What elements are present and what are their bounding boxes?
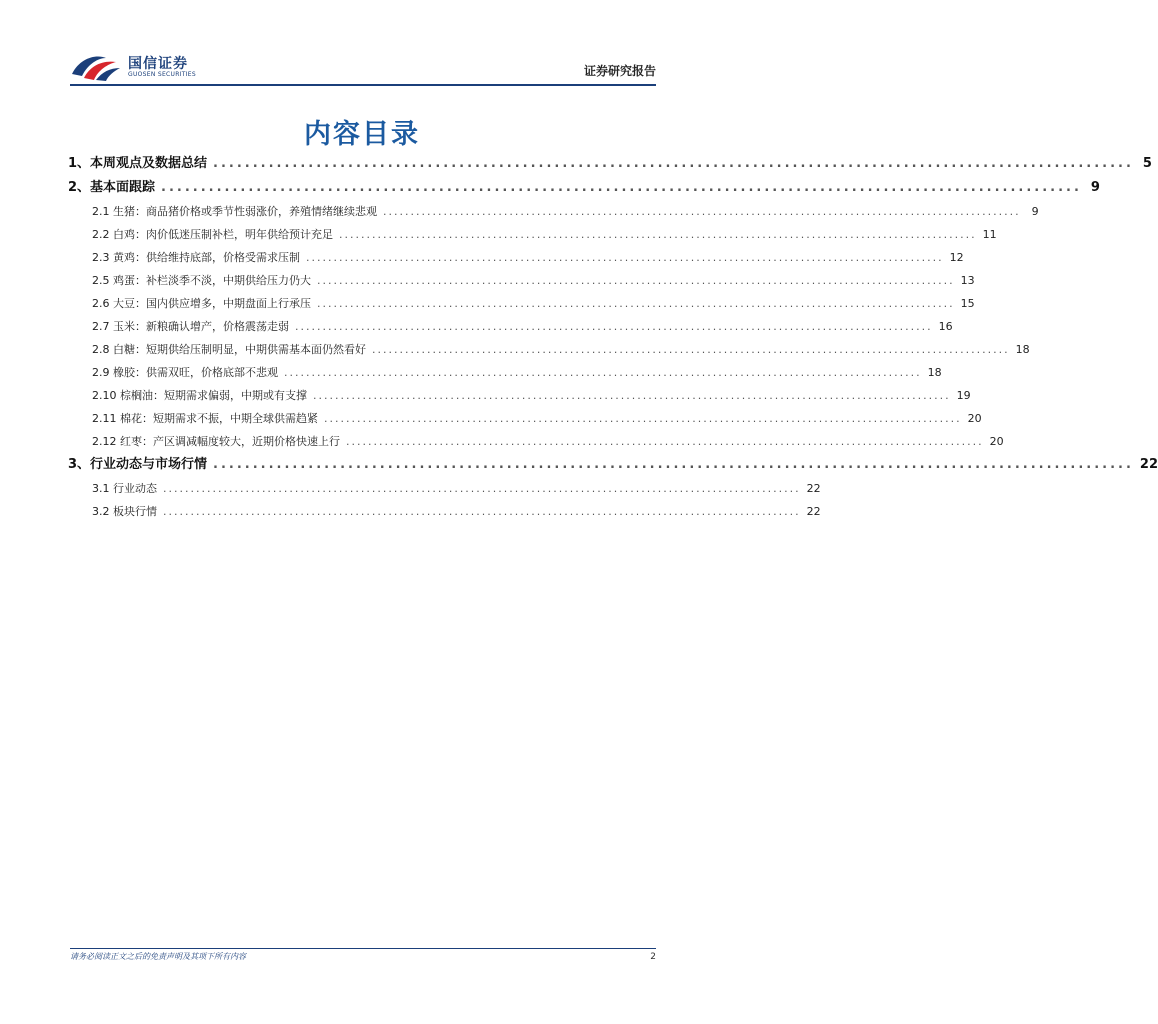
toc-entry-page: 11 — [982, 228, 997, 241]
toc-entry-page: 5 — [1142, 156, 1152, 171]
toc-leader-dots: .................................................................................................................... — [372, 343, 1010, 356]
toc-leader-dots: .................................................................................................................... — [161, 180, 1082, 195]
toc-entry-page: 20 — [967, 412, 982, 425]
toc-leader-dots: .................................................................................................................... — [317, 297, 955, 310]
report-type-label: 证券研究报告 — [583, 64, 656, 78]
toc-leader-dots: .................................................................................................................... — [213, 156, 1134, 171]
toc-leader-dots: .................................................................................................................... — [163, 505, 801, 518]
toc-entry[interactable] — [68, 500, 821, 523]
toc-entry[interactable] — [68, 384, 971, 407]
toc-entry-page: 18 — [927, 366, 942, 379]
toc-entry-label: 3、行业动态与市场行情 — [68, 457, 208, 472]
toc-entry[interactable] — [68, 361, 942, 384]
toc-entry-label: 2.12 红枣：产区调减幅度较大，近期价格快速上行 — [92, 435, 340, 448]
toc-entry-label: 2.3 黄鸡：供给维持底部，价格受需求压制 — [92, 251, 300, 264]
toc-entry-label: 2.2 白鸡：肉价低迷压制补栏，明年供给预计充足 — [92, 228, 333, 241]
toc-entry-page: 9 — [1031, 205, 1039, 218]
toc-entry[interactable] — [68, 176, 1100, 200]
toc-entry-page: 22 — [806, 482, 821, 495]
guosen-logo-icon — [70, 52, 122, 82]
toc-entry-page: 15 — [960, 297, 975, 310]
toc-entry[interactable] — [68, 338, 1030, 361]
toc-leader-dots: .................................................................................................................... — [163, 482, 801, 495]
toc-leader-dots: .................................................................................................................... — [346, 435, 984, 448]
toc-leader-dots: .................................................................................................................... — [317, 274, 955, 287]
toc-entry[interactable] — [68, 292, 975, 315]
toc-entry-label: 2.9 橡胶：供需双旺，价格底部不悲观 — [92, 366, 278, 379]
toc-entry-label: 2.5 鸡蛋：补栏淡季不淡，中期供给压力仍大 — [92, 274, 311, 287]
toc-entry-page: 19 — [956, 389, 971, 402]
toc-entry[interactable] — [68, 407, 982, 430]
toc-leader-dots: .................................................................................................................... — [383, 205, 1021, 218]
toc-entry-page: 16 — [938, 320, 953, 333]
toc-entry-page: 22 — [806, 505, 821, 518]
toc-leader-dots: .................................................................................................................... — [284, 366, 922, 379]
toc-entry[interactable] — [68, 477, 821, 500]
disclaimer-note: 请务必阅读正文之后的免责声明及其项下所有内容 — [70, 952, 246, 961]
header-divider — [70, 84, 656, 86]
toc-entry[interactable] — [68, 223, 997, 246]
toc-entry-label: 2.8 白糖：短期供给压制明显，中期供需基本面仍然看好 — [92, 343, 366, 356]
page-header — [70, 50, 656, 88]
toc-entry-page: 18 — [1015, 343, 1030, 356]
toc-entry-label: 2.7 玉米：新粮确认增产，价格震荡走弱 — [92, 320, 289, 333]
toc-entry-label: 2.11 棉花：短期需求不振，中期全球供需趋紧 — [92, 412, 318, 425]
toc-entry[interactable] — [68, 246, 964, 269]
logo-text-cn: 国信证券 — [128, 56, 188, 72]
toc-entry-page: 13 — [960, 274, 975, 287]
toc-entry-label: 3.2 板块行情 — [92, 505, 157, 518]
guosen-logo — [70, 50, 270, 86]
toc-leader-dots: .................................................................................................................... — [313, 389, 951, 402]
toc-entry[interactable] — [68, 269, 975, 292]
toc-leader-dots: .................................................................................................................... — [339, 228, 977, 241]
table-of-contents — [68, 152, 1158, 523]
toc-entry-label: 2.6 大豆：国内供应增多，中期盘面上行承压 — [92, 297, 311, 310]
page-number: 2 — [650, 952, 656, 962]
toc-entry-label: 2、基本面跟踪 — [68, 180, 156, 195]
toc-leader-dots: .................................................................................................................... — [295, 320, 933, 333]
logo-text-en: GUOSEN SECURITIES — [128, 71, 197, 78]
toc-entry-page: 12 — [949, 251, 964, 264]
toc-leader-dots: .................................................................................................................... — [306, 251, 944, 264]
toc-leader-dots: .................................................................................................................... — [324, 412, 962, 425]
toc-entry[interactable] — [68, 453, 1158, 477]
toc-entry-label: 2.1 生猪：商品猪价格或季节性弱涨价，养殖情绪继续悲观 — [92, 205, 377, 218]
toc-entry-label: 2.10 棕榈油：短期需求偏弱，中期或有支撑 — [92, 389, 307, 402]
toc-entry[interactable] — [68, 200, 1039, 223]
toc-entry-label: 3.1 行业动态 — [92, 482, 157, 495]
toc-entry[interactable] — [68, 152, 1152, 176]
toc-entry-page: 22 — [1139, 457, 1158, 472]
toc-entry[interactable] — [68, 430, 1004, 453]
toc-entry[interactable] — [68, 315, 953, 338]
footer-divider — [70, 948, 656, 949]
toc-entry-page: 20 — [989, 435, 1004, 448]
toc-entry-page: 9 — [1090, 180, 1100, 195]
toc-entry-label: 1、本周观点及数据总结 — [68, 156, 208, 171]
toc-leader-dots: .................................................................................................................... — [213, 457, 1134, 472]
toc-title: 内容目录 — [304, 119, 420, 150]
